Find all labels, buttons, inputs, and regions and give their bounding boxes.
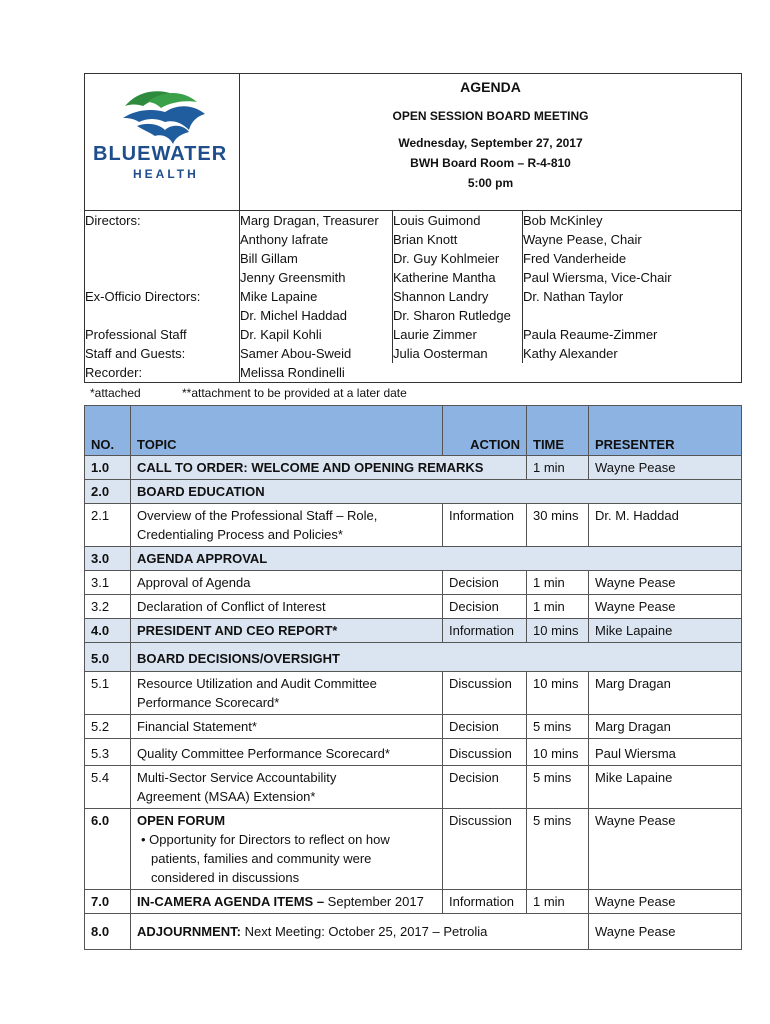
item-time: 5 mins <box>527 766 589 809</box>
item-topic-line: Performance Scorecard* <box>137 695 280 710</box>
staff-col-3 <box>523 325 742 363</box>
table-row <box>85 619 742 643</box>
director-name: Bob McKinley <box>523 213 603 228</box>
item-topic: CALL TO ORDER: WELCOME AND OPENING REMARKS <box>131 456 527 480</box>
item-topic: Quality Committee Performance Scorecard* <box>131 739 443 766</box>
director-name: Bill Gillam <box>240 251 298 266</box>
item-presenter: Wayne Pease <box>589 890 742 914</box>
table-row <box>85 595 742 619</box>
staff-label-line1: Professional Staff <box>85 327 187 342</box>
item-presenter: Wayne Pease <box>589 595 742 619</box>
item-presenter: Wayne Pease <box>589 456 742 480</box>
director-name: Shannon Landry <box>393 289 489 304</box>
col-header-presenter: PRESENTER <box>589 406 742 456</box>
item-topic: AGENDA APPROVAL <box>131 547 742 571</box>
item-no: 8.0 <box>85 914 131 950</box>
item-no: 5.1 <box>85 672 131 715</box>
exofficio-col-2 <box>393 287 523 325</box>
directors-col-2 <box>393 211 523 288</box>
table-row <box>85 715 742 739</box>
item-time: 1 min <box>527 571 589 595</box>
item-time: 5 mins <box>527 715 589 739</box>
staff-name: Samer Abou-Sweid <box>240 346 352 361</box>
table-row <box>85 480 742 504</box>
exofficio-col-3 <box>523 287 742 325</box>
item-topic-line: Credentialing Process and Policies* <box>137 527 343 542</box>
item-topic: Financial Statement* <box>131 715 443 739</box>
item-action: Decision <box>443 715 527 739</box>
director-name: Katherine Mantha <box>393 270 496 285</box>
item-no: 3.0 <box>85 547 131 571</box>
staff-label <box>85 325 240 363</box>
item-topic: BOARD DECISIONS/OVERSIGHT <box>131 643 742 672</box>
item-topic-line: Agreement (MSAA) Extension* <box>137 789 316 804</box>
director-name: Marg Dragan, Treasurer <box>240 213 379 228</box>
item-topic: BOARD EDUCATION <box>131 480 742 504</box>
attached-note: *attached <box>90 386 141 400</box>
director-name: Dr. Michel Haddad <box>240 308 347 323</box>
table-row <box>85 914 742 950</box>
item-topic <box>131 914 589 950</box>
item-topic-line: Overview of the Professional Staff – Role, <box>137 508 378 523</box>
item-bullet-cont: considered in discussions <box>151 870 300 885</box>
item-action: Decision <box>443 571 527 595</box>
item-time: 10 mins <box>527 672 589 715</box>
exofficio-label <box>85 287 240 325</box>
item-bullet-cont: patients, families and community were <box>151 851 372 866</box>
col-header-no: NO. <box>85 406 131 456</box>
meeting-time: 5:00 pm <box>467 176 514 190</box>
later-attachment-note: **attachment to be provided at a later date <box>182 386 407 400</box>
item-action: Decision <box>443 766 527 809</box>
header-table <box>84 73 742 383</box>
meeting-details <box>240 133 741 193</box>
item-action: Information <box>443 890 527 914</box>
staff-col-1 <box>240 325 393 363</box>
item-no: 5.2 <box>85 715 131 739</box>
item-action: Discussion <box>443 672 527 715</box>
recorder-name: Melissa Rondinelli <box>240 365 345 380</box>
director-name: Mike Lapaine <box>240 289 318 304</box>
item-topic-line: Resource Utilization and Audit Committee <box>137 676 377 691</box>
item-topic <box>131 672 443 715</box>
meeting-type: OPEN SESSION BOARD MEETING <box>392 109 589 123</box>
logo-cell <box>85 74 240 211</box>
item-topic-heading: OPEN FORUM <box>137 813 226 828</box>
table-row <box>85 890 742 914</box>
table-row <box>85 809 742 890</box>
table-row <box>85 456 742 480</box>
item-presenter: Wayne Pease <box>589 914 742 950</box>
item-topic-rest: Next Meeting: October 25, 2017 – Petrolia <box>241 924 488 939</box>
meeting-room: BWH Board Room – R-4-810 <box>410 156 571 170</box>
item-time: 1 min <box>527 890 589 914</box>
exofficio-label-text: Ex-Officio Directors: <box>85 289 201 304</box>
staff-name: Paula Reaume-Zimmer <box>523 327 658 342</box>
agenda-items-table <box>84 405 742 950</box>
recorder-label <box>85 363 240 383</box>
directors-col-3 <box>523 211 742 288</box>
item-time: 10 mins <box>527 739 589 766</box>
staff-name: Dr. Kapil Kohli <box>240 327 322 342</box>
director-name: Dr. Nathan Taylor <box>523 289 624 304</box>
item-topic <box>131 766 443 809</box>
director-name: Brian Knott <box>393 232 458 247</box>
directors-col-1 <box>240 211 393 288</box>
col-header-time: TIME <box>527 406 589 456</box>
item-presenter: Dr. M. Haddad <box>589 504 742 547</box>
director-name: Fred Vanderheide <box>523 251 627 266</box>
item-no: 6.0 <box>85 809 131 890</box>
table-row <box>85 739 742 766</box>
agenda-heading-cell <box>240 74 742 211</box>
item-time: 1 min <box>527 456 589 480</box>
item-topic: PRESIDENT AND CEO REPORT* <box>131 619 443 643</box>
director-name: Wayne Pease, Chair <box>523 232 642 247</box>
item-bullet: • Opportunity for Directors to reflect on how <box>141 832 390 847</box>
svg-text:HEALTH: HEALTH <box>133 167 199 181</box>
item-action: Information <box>443 504 527 547</box>
item-no: 7.0 <box>85 890 131 914</box>
item-time: 1 min <box>527 595 589 619</box>
item-presenter: Mike Lapaine <box>589 766 742 809</box>
item-topic <box>131 890 443 914</box>
item-topic-bold: ADJOURNMENT: <box>137 924 241 939</box>
item-presenter: Paul Wiersma <box>589 739 742 766</box>
staff-col-2 <box>393 325 523 363</box>
director-name: Paul Wiersma, Vice-Chair <box>523 270 672 285</box>
item-no: 5.4 <box>85 766 131 809</box>
col-header-action: ACTION <box>443 406 527 456</box>
item-action: Information <box>443 619 527 643</box>
table-row <box>85 547 742 571</box>
table-row <box>85 672 742 715</box>
item-action: Discussion <box>443 809 527 890</box>
item-topic: Declaration of Conflict of Interest <box>131 595 443 619</box>
agenda-title: AGENDA <box>460 79 521 95</box>
table-row <box>85 643 742 672</box>
director-name: Louis Guimond <box>393 213 481 228</box>
table-header-row <box>85 406 742 456</box>
item-action: Decision <box>443 595 527 619</box>
item-no: 5.3 <box>85 739 131 766</box>
directors-label <box>85 211 240 288</box>
item-time: 5 mins <box>527 809 589 890</box>
item-topic <box>131 809 443 890</box>
bluewater-health-logo <box>85 74 239 207</box>
item-no: 4.0 <box>85 619 131 643</box>
recorder-label-text: Recorder: <box>85 365 143 380</box>
col-header-topic: TOPIC <box>131 406 443 456</box>
item-presenter: Wayne Pease <box>589 809 742 890</box>
item-topic-line: Multi-Sector Service Accountability <box>137 770 337 785</box>
meeting-date: Wednesday, September 27, 2017 <box>398 136 583 150</box>
item-no: 1.0 <box>85 456 131 480</box>
item-action: Discussion <box>443 739 527 766</box>
staff-name: Julia Oosterman <box>393 346 488 361</box>
item-no: 3.1 <box>85 571 131 595</box>
item-no: 3.2 <box>85 595 131 619</box>
director-name: Dr. Guy Kohlmeier <box>393 251 500 266</box>
director-name: Jenny Greensmith <box>240 270 346 285</box>
item-no: 5.0 <box>85 643 131 672</box>
director-name: Anthony Iafrate <box>240 232 329 247</box>
svg-text:BLUEWATER: BLUEWATER <box>93 143 228 165</box>
table-row <box>85 766 742 809</box>
item-presenter: Mike Lapaine <box>589 619 742 643</box>
item-topic: Approval of Agenda <box>131 571 443 595</box>
table-row <box>85 571 742 595</box>
directors-label-text: Directors: <box>85 213 141 228</box>
exofficio-col-1 <box>240 287 393 325</box>
item-presenter: Marg Dragan <box>589 715 742 739</box>
staff-name: Laurie Zimmer <box>393 327 477 342</box>
director-name: Dr. Sharon Rutledge <box>393 308 511 323</box>
item-time: 10 mins <box>527 619 589 643</box>
item-topic <box>131 504 443 547</box>
table-row <box>85 504 742 547</box>
item-time: 30 mins <box>527 504 589 547</box>
item-topic-rest: September 2017 <box>324 894 424 909</box>
item-topic-bold: IN-CAMERA AGENDA ITEMS – <box>137 894 325 909</box>
item-no: 2.1 <box>85 504 131 547</box>
item-presenter: Wayne Pease <box>589 571 742 595</box>
item-no: 2.0 <box>85 480 131 504</box>
recorder-name-cell <box>240 363 742 383</box>
staff-label-line2: Staff and Guests: <box>85 346 186 361</box>
item-presenter: Marg Dragan <box>589 672 742 715</box>
staff-name: Kathy Alexander <box>523 346 618 361</box>
